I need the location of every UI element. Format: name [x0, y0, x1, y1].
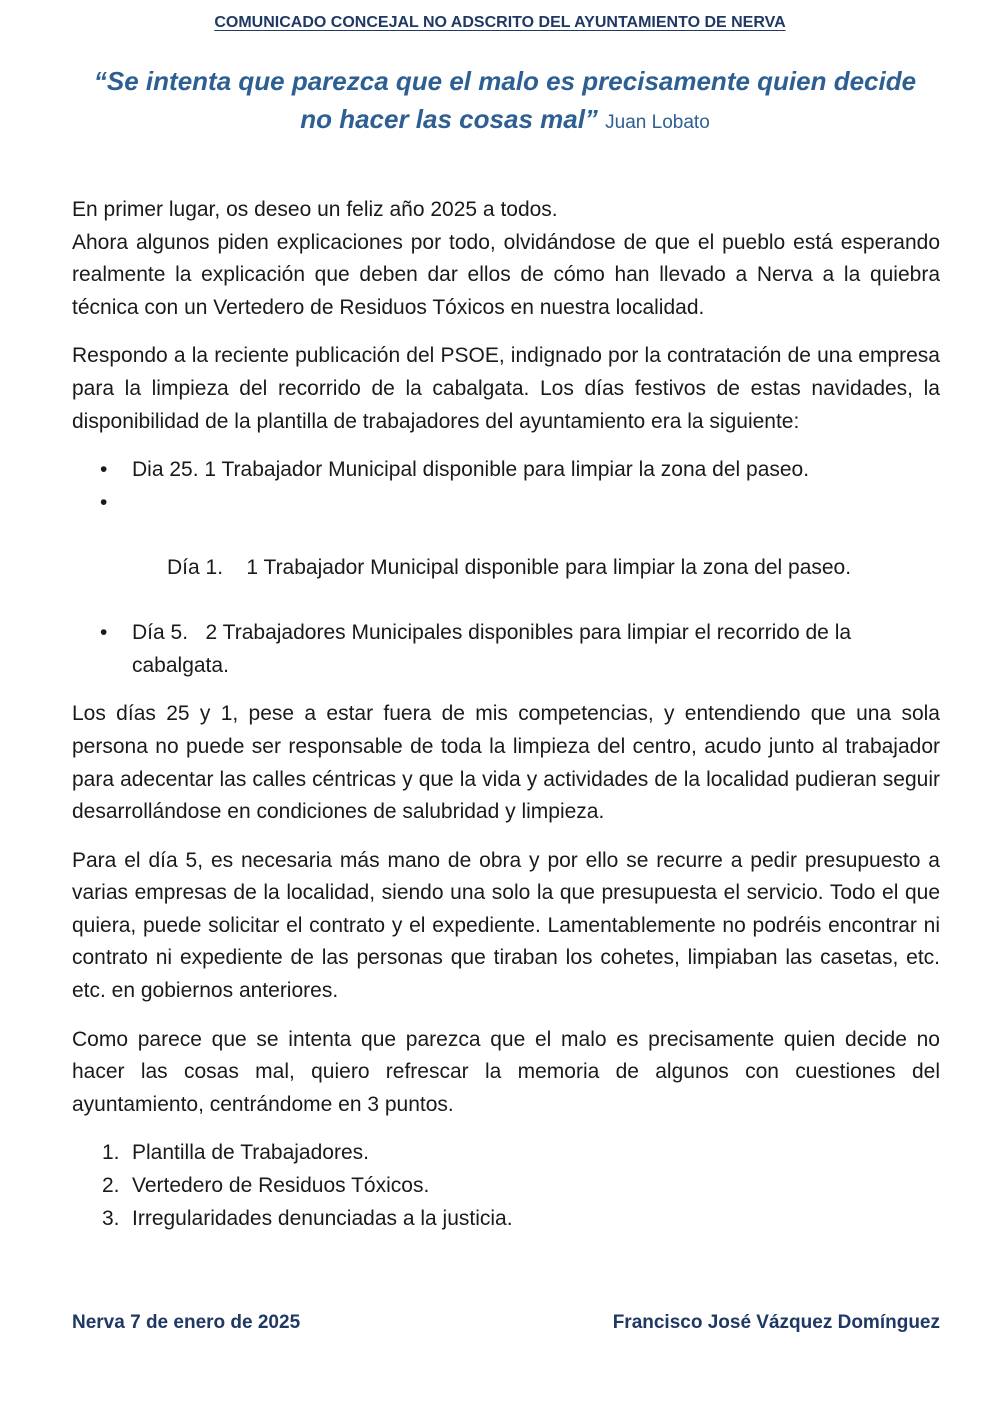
signature: Francisco José Vázquez Domínguez — [612, 1312, 940, 1333]
list-item-text: Día 1. 1 Trabajador Municipal disponible para limpiar la zona del paseo. — [167, 555, 852, 579]
document-header: COMUNICADO CONCEJAL NO ADSCRITO DEL AYUNTAMIENTO DE NERVA — [214, 14, 786, 31]
bullet-icon: • — [100, 621, 108, 645]
document-body — [72, 194, 940, 1251]
bullet-icon: • — [100, 490, 108, 514]
list-item-text: Irregularidades denunciadas a la justicia. — [132, 1206, 513, 1230]
place-date: Nerva 7 de enero de 2025 — [72, 1312, 301, 1333]
list-number: 3. — [102, 1206, 120, 1230]
list-item-text: Dia 25. 1 Trabajador Municipal disponible para limpiar la zona del paseo. — [132, 458, 810, 482]
quote-line-1: “Se intenta que parezca que el malo es precisamente quien decide — [93, 66, 917, 96]
list-item — [72, 1170, 940, 1203]
quote-author: Juan Lobato — [605, 112, 710, 133]
bullet-icon: • — [100, 458, 108, 482]
paragraph-explanations: Ahora algunos piden explicaciones por todo, olvidándose de que el pueblo está esperando realmente la explicación que deben dar ellos de cómo han llevado a Nerva a la quiebra técnica con un Vertedero de Residuos Tóxicos en nuestra localidad. — [72, 230, 940, 319]
paragraph-day-5: Para el día 5, es necesaria más mano de obra y por ello se recurre a pedir presupuesto a varias empresas de la localidad, siendo una solo la que presupuesta el servicio. Todo el que quiera, puede solicitar el contrato y el expediente. Lamentablemente no podréis encontrar ni contrato ni expediente de las personas que tiraban los cohetes, limpiaban las casetas, etc. etc. en gobiernos anteriores. — [72, 848, 940, 1003]
list-item-text: Día 5. 2 Trabajadores Municipales disponibles para limpiar el recorrido de la cabalgata. — [132, 621, 857, 677]
list-item-text: Vertedero de Residuos Tóxicos. — [132, 1174, 430, 1198]
paragraph-memory: Como parece que se intenta que parezca que el malo es precisamente quien decide no hacer las cosas mal, quiero refrescar la memoria de algunos con cuestiones del ayuntamiento, centrándome en 3 puntos. — [72, 1027, 940, 1116]
list-item-text: Plantilla de Trabajadores. — [132, 1141, 369, 1165]
quote-block — [40, 62, 970, 142]
quote-line-2-wrapper — [40, 100, 970, 142]
points-list — [72, 1137, 940, 1235]
list-item — [72, 1203, 940, 1236]
paragraph-days-25-1: Los días 25 y 1, pese a estar fuera de mis competencias, y entendiendo que una sola persona no puede ser responsable de toda la limpieza del centro, acudo junto al trabajador para adecentar las calles céntricas y que la vida y actividades de la localidad pudieran seguir desarrollándose en condiciones de salubridad y limpieza. — [72, 702, 940, 824]
paragraph-greeting: En primer lugar, os deseo un feliz año 2025 a todos. — [72, 198, 558, 221]
list-number: 2. — [102, 1174, 120, 1198]
list-item — [72, 487, 940, 617]
list-item — [72, 1137, 940, 1170]
list-number: 1. — [102, 1141, 120, 1165]
quote-line-2: no hacer las cosas mal” — [300, 104, 598, 134]
list-item — [72, 617, 940, 682]
availability-list — [72, 454, 940, 682]
list-item — [72, 454, 940, 487]
paragraph-response: Respondo a la reciente publicación del PSOE, indignado por la contratación de una empresa para la limpieza del recorrido de la cabalgata. Los días festivos de estas navidades, la disponibilidad de la plantilla de trabajadores del ayuntamiento era la siguiente: — [72, 344, 940, 433]
